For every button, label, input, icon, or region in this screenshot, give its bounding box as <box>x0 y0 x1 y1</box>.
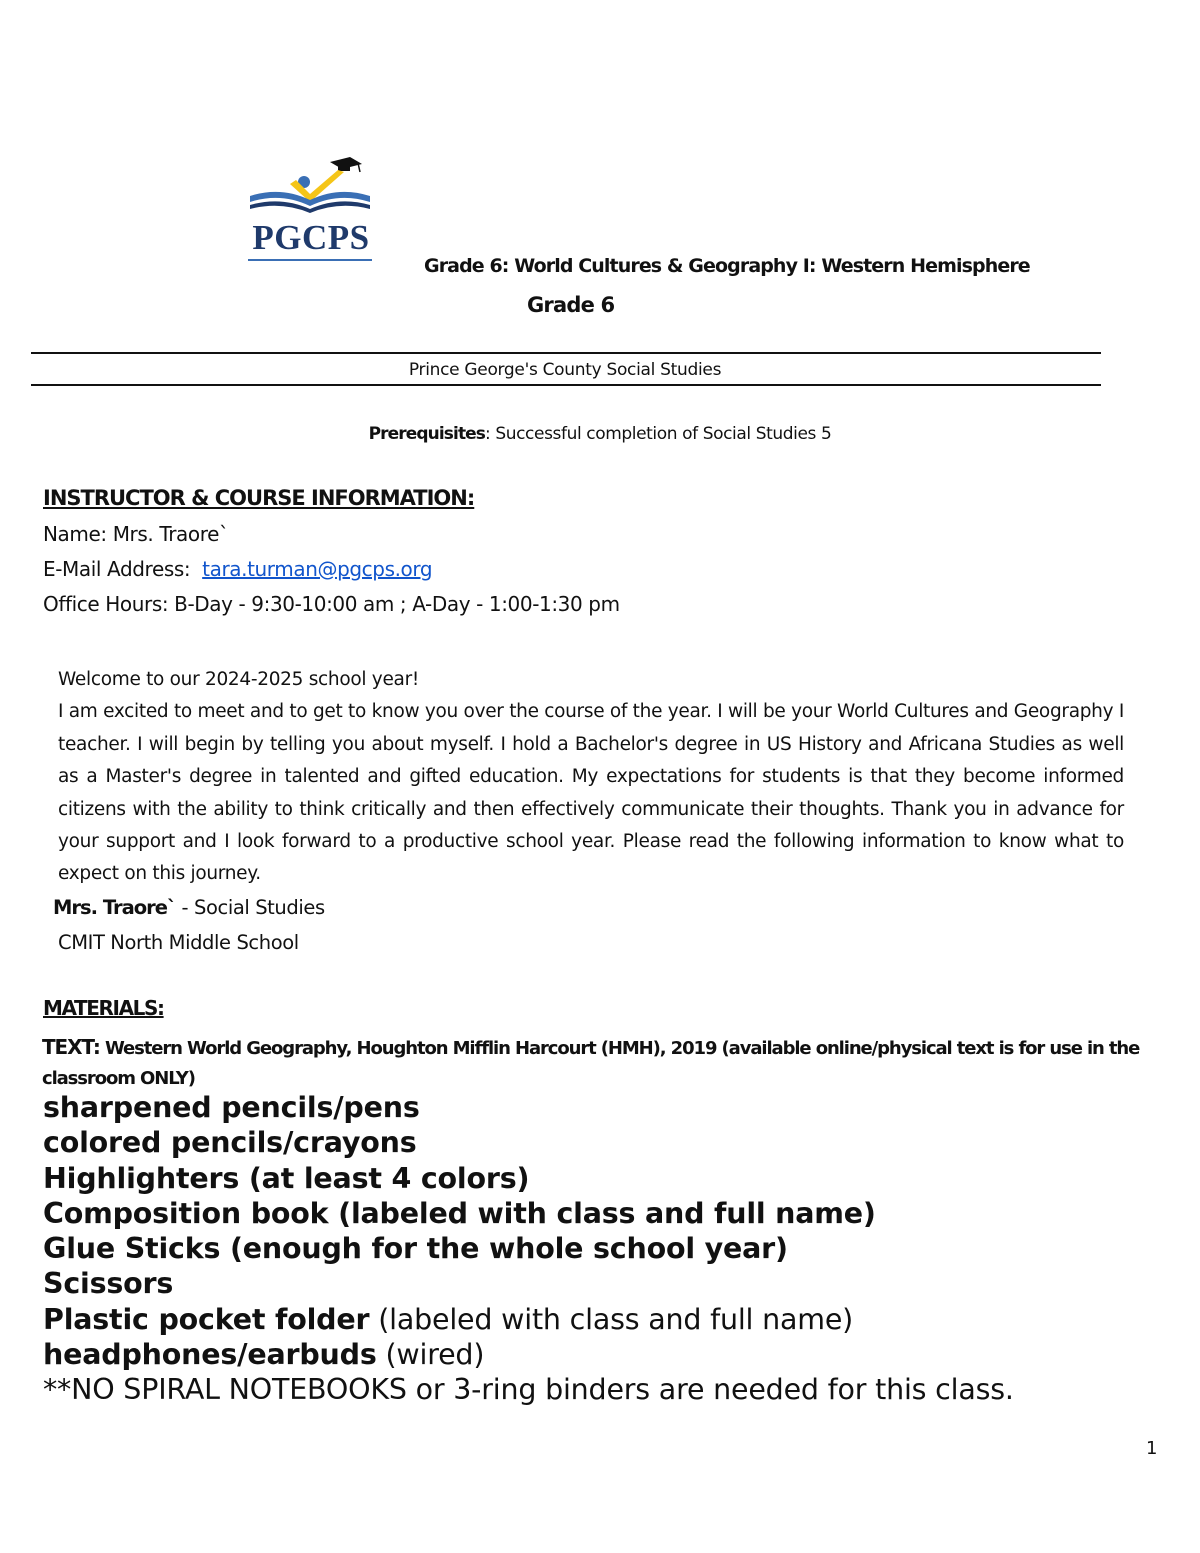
text-label: TEXT: <box>42 1035 100 1059</box>
prereq-label: Prerequisites <box>368 424 486 444</box>
list-item-headphones <box>43 1337 1014 1372</box>
folder-rest: (labeled with class and full name) <box>369 1302 854 1336</box>
logo-text: PGCPS <box>252 218 370 257</box>
school-name: CMIT North Middle School <box>58 931 299 954</box>
materials-list <box>43 1090 1014 1408</box>
welcome-body: I am excited to meet and to get to know you over the course of the year. I will be your World Cultures and Geography I teacher. I will begin by telling you about myself. I hold a Bachelor's degree in US History and Africana Studies as well as a Master's degree in talented and gifted education. My expectations for students is that they become informed citizens with the ability to think critically and then effectively communicate their thoughts. Thank you in advance for your support and I look forward to a productive school year. Please read the following information to know what to expect on this journey. <box>58 701 1124 885</box>
folder-bold: Plastic pocket folder <box>43 1302 370 1336</box>
instructor-email-line <box>43 557 432 581</box>
text-value: Western World Geography, Houghton Mifflin Harcourt (HMH), 2019 (available online/physical text is for use in the classroom ONLY) <box>42 1038 1140 1089</box>
materials-note: **NO SPIRAL NOTEBOOKS or 3-ring binders are needed for this class. <box>43 1373 1014 1407</box>
list-item: sharpened pencils/pens <box>43 1091 420 1124</box>
list-item: Glue Sticks (enough for the whole school year) <box>43 1232 788 1266</box>
office-hours: Office Hours: B-Day - 9:30-10:00 am ; A-Day - 1:00-1:30 pm <box>43 592 620 616</box>
email-link[interactable]: tara.turman@pgcps.org <box>202 557 433 581</box>
list-item: Composition book (labeled with class and full name) <box>43 1196 876 1230</box>
welcome-greeting: Welcome to our 2024-2025 school year! <box>58 669 419 690</box>
pgcps-logo <box>246 156 376 266</box>
signature-line <box>53 896 325 919</box>
materials-heading: MATERIALS: <box>43 996 164 1020</box>
list-item-folder <box>43 1302 1014 1337</box>
signature-role: - Social Studies <box>175 896 325 919</box>
page-number: 1 <box>1146 1438 1158 1459</box>
welcome-message <box>58 664 1124 891</box>
course-title: Grade 6: World Cultures & Geography I: Western Hemisphere <box>424 255 1030 277</box>
textbook-line <box>42 1032 1172 1094</box>
list-item: Scissors <box>43 1267 174 1301</box>
county-department: Prince George's County Social Studies <box>408 360 722 380</box>
headphones-bold: headphones/earbuds <box>43 1338 377 1372</box>
list-item: Highlighters (at least 4 colors) <box>43 1161 530 1195</box>
logo-mark-icon <box>246 156 376 218</box>
signature-name: Mrs. Traore` <box>53 896 176 919</box>
email-label: E-Mail Address: <box>43 557 191 581</box>
instructor-name: Name: Mrs. Traore` <box>43 522 229 546</box>
prerequisites <box>0 424 1200 444</box>
logo-underline-icon <box>246 256 376 266</box>
bottom-rule <box>31 384 1101 386</box>
grade-subtitle: Grade 6 <box>527 293 615 317</box>
prereq-text: : Successful completion of Social Studies 5 <box>485 424 832 444</box>
headphones-rest: (wired) <box>376 1338 485 1372</box>
list-item: colored pencils/crayons <box>43 1126 417 1160</box>
instructor-heading: INSTRUCTOR & COURSE INFORMATION: <box>43 486 475 510</box>
top-rule <box>31 352 1101 354</box>
